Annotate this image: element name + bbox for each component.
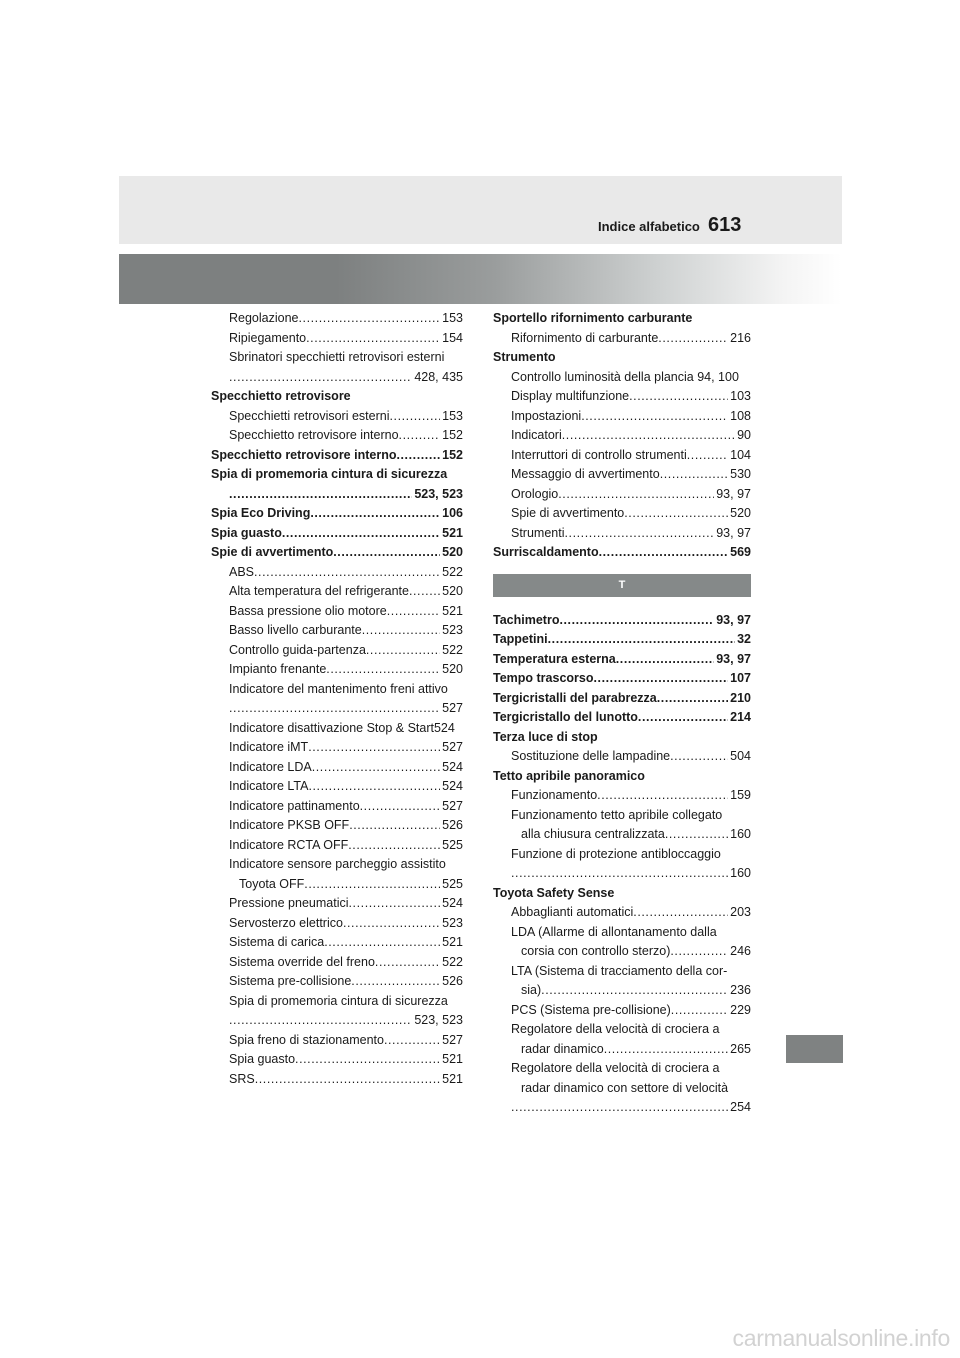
entry-label: Spia freno di stazionamento	[229, 1032, 384, 1047]
page-reference[interactable]: 160	[730, 827, 751, 841]
dot-leader	[658, 329, 728, 349]
index-subentry-text: Sbrinatori specchietti retrovisori esterni	[229, 350, 445, 364]
page-reference[interactable]: 523	[442, 915, 463, 930]
entry-label: Basso livello carburante	[229, 623, 362, 637]
page-reference[interactable]: 160	[730, 866, 751, 880]
index-subentry[interactable]	[211, 953, 463, 973]
entry-label: Impostazioni	[511, 408, 582, 423]
page-reference[interactable]: 526	[442, 974, 463, 988]
page-reference[interactable]: 107	[730, 671, 751, 685]
index-subentry[interactable]	[493, 942, 751, 962]
page-reference[interactable]: 527	[442, 798, 463, 813]
entry-label: Indicatore pattinamento	[229, 798, 360, 813]
page-reference[interactable]: 93, 97	[716, 651, 751, 666]
page-reference[interactable]: 525	[442, 837, 463, 852]
index-subentry[interactable]	[493, 387, 751, 407]
entry-label: Tachimetro	[493, 612, 560, 627]
dot-leader	[312, 758, 440, 778]
page-reference[interactable]: 236	[730, 983, 751, 997]
dot-leader	[229, 368, 412, 388]
dot-leader	[306, 329, 440, 349]
page-reference[interactable]: 428, 435	[414, 369, 463, 384]
page-reference[interactable]: 523	[442, 623, 463, 637]
entry-label: Indicatore LDA	[229, 759, 312, 774]
entry-label: Indicatori	[511, 428, 562, 442]
dot-leader	[389, 407, 440, 427]
index-entry[interactable]	[493, 630, 751, 650]
dot-leader	[597, 786, 728, 806]
entry-label: Servosterzo elettrico	[229, 915, 343, 930]
page-reference[interactable]: 524	[442, 779, 463, 793]
dot-leader	[324, 933, 440, 953]
dot-leader	[670, 942, 728, 962]
dot-leader	[599, 543, 729, 563]
index-entry[interactable]	[211, 543, 463, 563]
index-subentry[interactable]	[493, 981, 751, 1001]
index-subentry[interactable]	[211, 1011, 463, 1031]
entry-label: Indicatore LTA	[229, 779, 309, 793]
index-subentry[interactable]	[211, 660, 463, 680]
page-reference[interactable]: 254	[730, 1100, 751, 1114]
dot-leader	[384, 1031, 440, 1051]
page-reference[interactable]: 32	[737, 632, 751, 646]
dot-leader	[633, 903, 728, 923]
dot-leader	[562, 426, 735, 446]
dot-leader	[387, 602, 440, 622]
entry-label: Spia guasto	[229, 1052, 296, 1066]
dot-leader	[304, 875, 440, 895]
page-reference[interactable]: 203	[730, 905, 751, 919]
entry-label: Toyota OFF	[239, 876, 305, 891]
index-subentry[interactable]	[211, 485, 463, 505]
page-reference[interactable]: 152	[442, 428, 463, 442]
dot-leader	[558, 485, 714, 505]
page-number: 613	[708, 214, 742, 236]
index-subentry[interactable]	[211, 797, 463, 817]
index-subentry[interactable]	[493, 407, 751, 427]
dot-leader	[565, 524, 715, 544]
entry-label: Bassa pressione olio motore	[229, 603, 387, 618]
index-subentry[interactable]	[493, 786, 751, 806]
page-reference[interactable]: 520	[442, 545, 463, 559]
page-reference[interactable]: 521	[442, 525, 463, 540]
index-subentry[interactable]	[211, 1031, 463, 1051]
index-subentry[interactable]	[211, 309, 463, 329]
index-heading: Terza luce di stop	[493, 729, 598, 744]
index-subentry-text: Controllo luminosità della plancia 94, 100	[511, 369, 739, 384]
index-heading: Strumento	[493, 350, 556, 364]
dot-leader	[665, 825, 728, 845]
dot-leader	[604, 1040, 728, 1060]
index-subentry[interactable]	[211, 894, 463, 914]
index-entry[interactable]	[493, 669, 751, 689]
index-subentry[interactable]	[211, 914, 463, 934]
index-entry[interactable]	[493, 689, 751, 709]
page-reference[interactable]: 521	[442, 1052, 463, 1066]
entry-label: Tergicristalli del parabrezza	[493, 690, 657, 705]
page-reference[interactable]: 523, 523	[414, 1013, 463, 1027]
dot-leader	[399, 426, 441, 446]
index-entry[interactable]	[211, 446, 463, 466]
dot-leader	[343, 914, 440, 934]
entry-label: Sostituzione delle lampadine	[511, 749, 671, 763]
index-subentry-text: Indicatore sensore parcheggio assistito	[229, 857, 446, 871]
entry-label: Surriscaldamento	[493, 545, 599, 559]
page-reference[interactable]: 152	[442, 447, 463, 462]
index-subentry[interactable]	[493, 329, 751, 349]
dot-leader	[362, 621, 440, 641]
index-subentry[interactable]	[211, 329, 463, 349]
dot-leader	[229, 1011, 412, 1031]
dot-leader	[366, 641, 440, 661]
entry-label: Tergicristallo del lunotto	[493, 710, 638, 724]
entry-label: Abbaglianti automatici	[511, 905, 634, 919]
index-subentry[interactable]	[211, 758, 463, 778]
page-reference[interactable]: 521	[442, 1071, 463, 1086]
entry-label: Sistema override del freno	[229, 954, 375, 969]
page-reference[interactable]: 93, 97	[716, 486, 751, 501]
index-entry[interactable]	[211, 504, 463, 524]
dot-leader	[254, 563, 440, 583]
page-reference[interactable]: 104	[730, 447, 751, 462]
entry-label: Indicatore RCTA OFF	[229, 837, 349, 852]
index-heading: Sportello rifornimento carburante	[493, 311, 693, 325]
index-subentry[interactable]	[493, 1040, 751, 1060]
index-subentry[interactable]	[211, 407, 463, 427]
entry-label: radar dinamico	[521, 1041, 604, 1056]
dot-leader	[671, 1001, 728, 1021]
page-reference[interactable]: 106	[442, 506, 463, 520]
dot-leader	[396, 446, 440, 466]
index-subentry-text: Spia di promemoria cintura di sicurezza	[229, 993, 448, 1008]
page-reference[interactable]: 523, 523	[414, 486, 463, 501]
index-heading: Spia di promemoria cintura di sicurezza	[211, 467, 448, 481]
dot-leader	[541, 981, 728, 1001]
index-subentry[interactable]	[211, 368, 463, 388]
page-reference[interactable]: 108	[730, 408, 751, 423]
entry-label: PCS (Sistema pre-collisione)	[511, 1002, 671, 1017]
index-subentry-text: LTA (Sistema di tracciamento della cor-	[511, 963, 728, 978]
page-reference[interactable]: 522	[442, 954, 463, 969]
index-subentry[interactable]	[493, 524, 751, 544]
entry-label: Orologio	[511, 486, 559, 501]
page-reference[interactable]: 103	[730, 389, 751, 403]
index-subentry-text: Regolatore della velocità di crociera a	[511, 1061, 720, 1075]
index-subentry[interactable]	[493, 465, 751, 485]
index-subentry[interactable]	[493, 485, 751, 505]
index-entry[interactable]	[493, 611, 751, 631]
page-reference[interactable]: 153	[442, 408, 463, 423]
entry-label: Regolazione	[229, 311, 299, 325]
section-title: Indice alfabetico	[598, 219, 700, 234]
dot-leader	[624, 504, 728, 524]
page-reference[interactable]: 246	[730, 944, 751, 958]
index-heading: Specchietto retrovisore	[211, 389, 351, 403]
index-subentry[interactable]	[493, 504, 751, 524]
index-subentry[interactable]	[493, 1001, 751, 1021]
entry-label: Rifornimento di carburante	[511, 330, 659, 345]
index-subentry-text: radar dinamico con settore di velocità	[521, 1080, 729, 1095]
dot-leader	[670, 747, 728, 767]
index-subentry-text: Indicatore disattivazione Stop & Start524	[229, 720, 455, 735]
header-gradient-band	[119, 254, 842, 304]
page-reference[interactable]: 520	[730, 506, 751, 520]
page-reference[interactable]: 214	[730, 710, 751, 724]
page-reference[interactable]: 524	[442, 759, 463, 774]
index-subentry-text: Funzione di protezione antibloccaggio	[511, 846, 721, 861]
index-subentry-text: LDA (Allarme di allontanamento dalla	[511, 924, 717, 939]
dot-leader	[348, 836, 440, 856]
dot-leader	[360, 797, 441, 817]
dot-leader	[299, 309, 441, 329]
entry-label: Impianto frenante	[229, 662, 327, 676]
dot-leader	[282, 524, 440, 544]
entry-label: Specchietto retrovisore interno	[211, 447, 397, 462]
entry-label: Display multifunzione	[511, 389, 630, 403]
index-subentry[interactable]	[211, 1070, 463, 1090]
entry-label: Specchietti retrovisori esterni	[229, 408, 390, 423]
page-reference[interactable]: 504	[730, 749, 751, 763]
index-subentry[interactable]	[211, 641, 463, 661]
page-reference[interactable]: 154	[442, 330, 463, 345]
index-subentry[interactable]	[493, 903, 751, 923]
index-subentry[interactable]	[493, 446, 751, 466]
index-subentry[interactable]	[211, 875, 463, 895]
page-reference[interactable]: 525	[442, 876, 463, 891]
entry-label: Spie di avvertimento	[211, 545, 334, 559]
entry-label: SRS	[229, 1071, 255, 1086]
index-subentry[interactable]	[493, 747, 751, 767]
page-reference[interactable]: 265	[730, 1041, 751, 1056]
entry-label: Spia Eco Driving	[211, 506, 311, 520]
index-subentry[interactable]	[211, 426, 463, 446]
dot-leader	[375, 953, 440, 973]
entry-label: Controllo guida-partenza	[229, 642, 366, 657]
page-reference[interactable]: 530	[730, 467, 751, 481]
index-heading: Tetto apribile panoramico	[493, 768, 645, 783]
dot-leader	[326, 660, 440, 680]
dot-leader	[310, 504, 440, 524]
entry-label: Sistema pre-collisione	[229, 974, 352, 988]
entry-label: Spie di avvertimento	[511, 506, 625, 520]
index-column-right	[493, 309, 751, 1118]
page-reference[interactable]: 93, 97	[716, 612, 751, 627]
index-entry[interactable]	[211, 524, 463, 544]
index-subentry[interactable]	[211, 836, 463, 856]
dot-leader	[229, 699, 440, 719]
index-subentry[interactable]	[211, 582, 463, 602]
entry-label: sia)	[521, 983, 542, 997]
dot-leader	[409, 582, 440, 602]
dot-leader	[308, 738, 440, 758]
page-reference[interactable]: 159	[730, 788, 751, 802]
index-subentry[interactable]	[211, 933, 463, 953]
page-reference[interactable]: 210	[730, 690, 751, 705]
page-reference[interactable]: 522	[442, 642, 463, 657]
index-subentry[interactable]	[211, 621, 463, 641]
page-reference[interactable]: 526	[442, 818, 463, 832]
page-reference[interactable]: 520	[442, 662, 463, 676]
entry-label: Funzionamento	[511, 788, 598, 802]
index-subentry[interactable]	[211, 816, 463, 836]
dot-leader	[638, 708, 728, 728]
page-reference[interactable]: 229	[730, 1002, 751, 1017]
index-subentry[interactable]	[211, 563, 463, 583]
index-subentry[interactable]	[211, 1050, 463, 1070]
index-entry[interactable]	[493, 650, 751, 670]
dot-leader	[559, 611, 714, 631]
dot-leader	[616, 650, 714, 670]
page-reference[interactable]: 90	[737, 428, 751, 442]
dot-leader	[349, 816, 440, 836]
page-reference[interactable]: 524	[442, 896, 463, 910]
index-subentry[interactable]	[211, 738, 463, 758]
dot-leader	[581, 407, 728, 427]
dot-leader	[687, 446, 728, 466]
page-reference[interactable]: 521	[442, 935, 463, 949]
page-reference[interactable]: 216	[730, 330, 751, 345]
page-reference[interactable]: 527	[442, 740, 463, 754]
page-reference[interactable]: 520	[442, 584, 463, 598]
index-subentry-text: Regolatore della velocità di crociera a	[511, 1022, 720, 1036]
entry-label: Specchietto retrovisore interno	[229, 428, 399, 442]
page-reference[interactable]: 527	[442, 1032, 463, 1047]
index-subentry[interactable]	[493, 825, 751, 845]
entry-label: Spia guasto	[211, 525, 282, 540]
entry-label: Ripiegamento	[229, 330, 307, 345]
index-subentry[interactable]	[493, 426, 751, 446]
index-heading: Toyota Safety Sense	[493, 885, 615, 900]
dot-leader	[333, 543, 440, 563]
page-reference[interactable]: 521	[442, 603, 463, 618]
index-subentry[interactable]	[211, 972, 463, 992]
entry-label: Indicatore iMT	[229, 740, 309, 754]
index-entry[interactable]	[493, 708, 751, 728]
page-reference[interactable]: 569	[730, 545, 751, 559]
entry-label: Alta temperatura del refrigerante	[229, 584, 409, 598]
page-reference[interactable]: 522	[442, 564, 463, 579]
dot-leader	[229, 485, 412, 505]
entry-label: alla chiusura centralizzata	[521, 827, 665, 841]
index-subentry[interactable]	[493, 864, 751, 884]
entry-label: ABS	[229, 564, 255, 579]
thumb-index-tab	[786, 1035, 843, 1063]
watermark: carmanualsonline.info	[732, 1325, 950, 1351]
dot-leader	[548, 630, 735, 650]
index-subentry[interactable]	[211, 602, 463, 622]
index-subentry[interactable]	[211, 777, 463, 797]
entry-label: Tempo trascorso	[493, 671, 594, 685]
entry-label: Tappetini	[493, 632, 548, 646]
entry-label: corsia con controllo sterzo)	[521, 944, 671, 958]
dot-leader	[629, 387, 728, 407]
index-subentry-text: Indicatore del mantenimento freni attivo	[229, 681, 448, 696]
index-column-left	[211, 309, 463, 1089]
entry-label: Sistema di carica	[229, 935, 325, 949]
dot-leader	[511, 864, 728, 884]
page-reference[interactable]: 153	[442, 311, 463, 325]
dot-leader	[511, 1098, 728, 1118]
entry-label: Temperatura esterna	[493, 651, 616, 666]
dot-leader	[295, 1050, 440, 1070]
index-subentry[interactable]	[493, 1098, 751, 1118]
dot-leader	[255, 1070, 440, 1090]
entry-label: Strumenti	[511, 525, 565, 540]
index-subentry[interactable]	[211, 699, 463, 719]
page-reference[interactable]: 527	[442, 701, 463, 715]
dot-leader	[660, 465, 728, 485]
dot-leader	[594, 669, 729, 689]
dot-leader	[657, 689, 728, 709]
page-reference[interactable]: 93, 97	[716, 525, 751, 540]
entry-label: Pressione pneumatici	[229, 896, 349, 910]
entry-label: Indicatore PKSB OFF	[229, 818, 350, 832]
dot-leader	[349, 894, 441, 914]
dot-leader	[308, 777, 440, 797]
index-entry[interactable]	[493, 543, 751, 563]
entry-label: Messaggio di avvertimento	[511, 467, 660, 481]
dot-leader	[351, 972, 440, 992]
index-subentry-text: Funzionamento tetto apribile collegato	[511, 807, 723, 822]
entry-label: Interruttori di controllo strumenti	[511, 447, 687, 462]
letter-section-band: T	[493, 574, 751, 597]
